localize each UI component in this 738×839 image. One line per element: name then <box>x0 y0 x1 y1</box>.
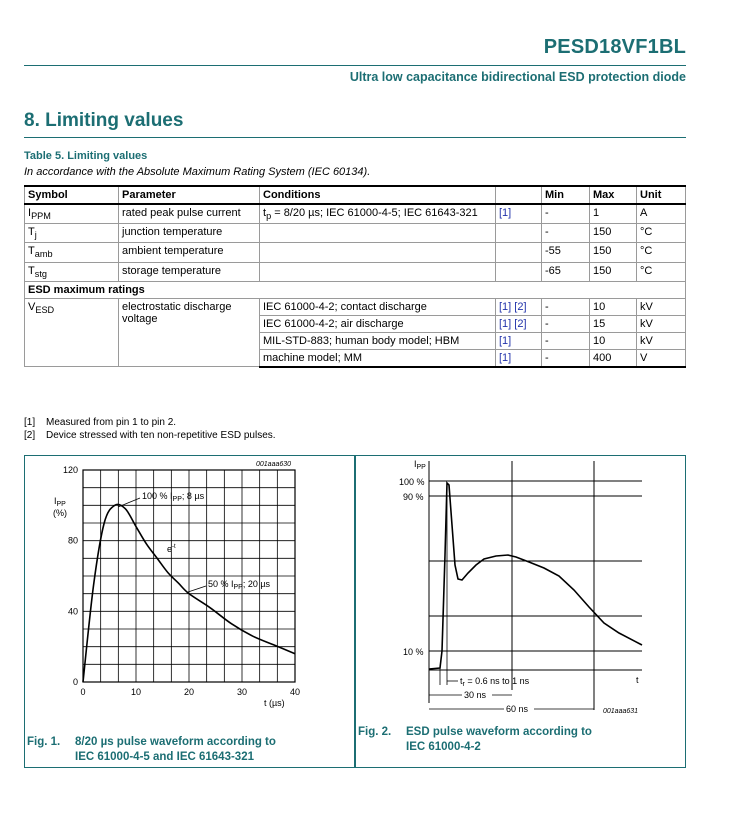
table-row <box>25 224 686 243</box>
cell-unit: A <box>637 204 686 224</box>
symbol-text: T <box>28 245 35 258</box>
footnote-text: Device stressed with ten non-repetitive ESD pulses. <box>46 430 276 441</box>
cell-parameter: junction temperature <box>119 224 260 243</box>
footnote <box>24 417 176 428</box>
footnote-number: [2] <box>24 430 36 441</box>
y-tick-label: 0 <box>72 677 78 687</box>
cell-ref-link[interactable]: [1] [2] <box>496 298 542 315</box>
table-caption: Table 5. Limiting values <box>24 150 148 162</box>
cell-ref <box>496 243 542 262</box>
symbol-subscript: PPM <box>31 211 51 222</box>
dim-60ns-label: 60 ns <box>506 704 529 714</box>
y-axis-label: $I_{PP}$ <box>54 496 66 508</box>
annotation-half: 50 % $I_{PP}$; 20 µs <box>208 579 271 591</box>
cell-unit: V <box>637 349 686 367</box>
table-row <box>25 262 686 281</box>
symbol-text: I <box>28 207 32 219</box>
cell-min: - <box>542 298 590 315</box>
cell-conditions <box>260 262 496 281</box>
section-title: 8. Limiting values <box>24 110 184 131</box>
table-subheading-row <box>25 281 686 298</box>
x-tick-label: 20 <box>183 687 195 697</box>
figure-1-chart <box>24 455 354 745</box>
cell-symbol <box>25 204 119 224</box>
esd-waveform-line <box>429 483 642 669</box>
x-tick-label: 10 <box>130 687 142 697</box>
header-conditions: Conditions <box>260 186 496 204</box>
symbol-text: T <box>28 264 35 277</box>
cell-max: 400 <box>590 349 637 367</box>
x-axis-label: t <box>636 675 639 685</box>
y-tick-90: 90 % <box>403 492 424 502</box>
cell-unit: kV <box>637 298 686 315</box>
cell-min: - <box>542 315 590 332</box>
cell-conditions <box>260 243 496 262</box>
header-ref <box>496 186 542 204</box>
chart-grid <box>83 470 295 682</box>
cell-max: 10 <box>590 298 637 315</box>
x-tick-label: 0 <box>80 687 86 697</box>
diagram-grid <box>429 461 642 710</box>
symbol-text: T <box>28 226 35 239</box>
cond-text: = 8/20 µs; IEC 61000-4-5; IEC 61643-321 <box>271 207 478 219</box>
cell-unit: °C <box>637 262 686 281</box>
cell-unit: kV <box>637 332 686 349</box>
cell-max: 150 <box>590 224 637 243</box>
cell-max: 150 <box>590 262 637 281</box>
cell-conditions: IEC 61000-4-2; air discharge <box>260 315 496 332</box>
cell-conditions <box>260 224 496 243</box>
cell-ref-link[interactable]: [1] <box>496 332 542 349</box>
cell-unit: °C <box>637 243 686 262</box>
cell-conditions: IEC 61000-4-2; contact discharge <box>260 298 496 315</box>
y-tick-100: 100 % <box>399 477 425 487</box>
figure-number: Fig. 1. <box>27 736 61 748</box>
y-axis-label: $I_{PP}$ <box>414 459 426 471</box>
y-tick-label: 80 <box>67 535 78 546</box>
cell-min: - <box>542 224 590 243</box>
cell-symbol <box>25 298 119 367</box>
annotation-exponential: $e^{-t}$ <box>167 544 176 554</box>
table-row <box>25 204 686 224</box>
table-row <box>25 298 686 315</box>
rise-time-label: $t_r = 0.6$ ns to 1 ns <box>460 676 530 688</box>
annotation-leader <box>188 586 206 592</box>
symbol-text: V <box>28 300 36 313</box>
x-axis-label: t (µs) <box>264 698 285 708</box>
cell-unit: kV <box>637 315 686 332</box>
footnote <box>24 430 276 441</box>
cell-conditions <box>260 204 496 224</box>
document-subtitle: Ultra low capacitance bidirectional ESD protection diode <box>349 70 686 84</box>
figure-caption-text: 8/20 µs pulse waveform according to IEC 61000-4-5 and IEC 61643-321 <box>75 736 276 763</box>
cell-min: - <box>542 204 590 224</box>
table-row <box>25 243 686 262</box>
figure-code: 001aaa631 <box>603 708 639 715</box>
header-max: Max <box>590 186 637 204</box>
cell-min: -55 <box>542 243 590 262</box>
cell-min: - <box>542 332 590 349</box>
y-tick-label: 120 <box>62 465 78 475</box>
cond-text: t <box>263 207 267 219</box>
cell-parameter: rated peak pulse current <box>119 204 260 224</box>
cond-subscript: p <box>266 211 272 222</box>
footnote-number: [1] <box>24 417 36 428</box>
cell-conditions: MIL-STD-883; human body model; HBM <box>260 332 496 349</box>
cell-ref-link[interactable]: [1] <box>496 349 542 367</box>
header-symbol: Symbol <box>25 186 119 204</box>
section-rule <box>24 137 686 138</box>
x-tick-labels <box>80 687 300 697</box>
symbol-subscript: stg <box>34 268 47 279</box>
cell-ref-link[interactable]: [1] [2] <box>496 315 542 332</box>
y-tick-10: 10 % <box>403 647 424 657</box>
cell-ref <box>496 224 542 243</box>
symbol-subscript: ESD <box>35 304 55 315</box>
cell-parameter: electrostatic discharge voltage <box>119 298 260 367</box>
esd-heading: ESD maximum ratings <box>25 281 686 298</box>
cell-ref <box>496 262 542 281</box>
figure-2-diagram <box>354 455 684 725</box>
header-unit: Unit <box>637 186 686 204</box>
cell-symbol <box>25 224 119 243</box>
cell-max: 1 <box>590 204 637 224</box>
cell-max: 15 <box>590 315 637 332</box>
symbol-subscript: j <box>34 230 37 241</box>
cell-symbol <box>25 262 119 281</box>
cell-min: -65 <box>542 262 590 281</box>
figure-caption-text: ESD pulse waveform according to IEC 61000-4-2 <box>406 726 592 753</box>
x-tick-label: 30 <box>236 687 248 697</box>
header-parameter: Parameter <box>119 186 260 204</box>
limiting-values-table <box>24 185 686 368</box>
cell-max: 10 <box>590 332 637 349</box>
header-rule <box>24 65 686 66</box>
annotation-peak: 100 % $I_{PP}$; 8 µs <box>142 491 205 503</box>
symbol-subscript: amb <box>34 249 53 260</box>
dim-30ns-label: 30 ns <box>464 690 487 700</box>
cell-min: - <box>542 349 590 367</box>
y-axis-unit: (%) <box>53 508 67 518</box>
cell-parameter: ambient temperature <box>119 243 260 262</box>
figure-2-caption <box>358 725 678 757</box>
cell-ref-link[interactable]: [1] <box>496 204 542 224</box>
cell-unit: °C <box>637 224 686 243</box>
cell-parameter: storage temperature <box>119 262 260 281</box>
table-subcaption: In accordance with the Absolute Maximum Rating System (IEC 60134). <box>24 166 371 178</box>
cell-symbol <box>25 243 119 262</box>
document-title: PESD18VF1BL <box>543 36 686 58</box>
footnote-text: Measured from pin 1 to pin 2. <box>46 417 177 428</box>
cell-max: 150 <box>590 243 637 262</box>
figure-number: Fig. 2. <box>358 726 392 738</box>
figure-code: 001aaa630 <box>256 461 292 468</box>
y-tick-label: 40 <box>67 606 78 617</box>
y-tick-labels <box>63 465 78 687</box>
table-header-row <box>25 186 686 204</box>
x-tick-label: 40 <box>289 687 301 697</box>
cell-conditions: machine model; MM <box>260 349 496 367</box>
header-min: Min <box>542 186 590 204</box>
figure-1-caption <box>27 735 347 767</box>
